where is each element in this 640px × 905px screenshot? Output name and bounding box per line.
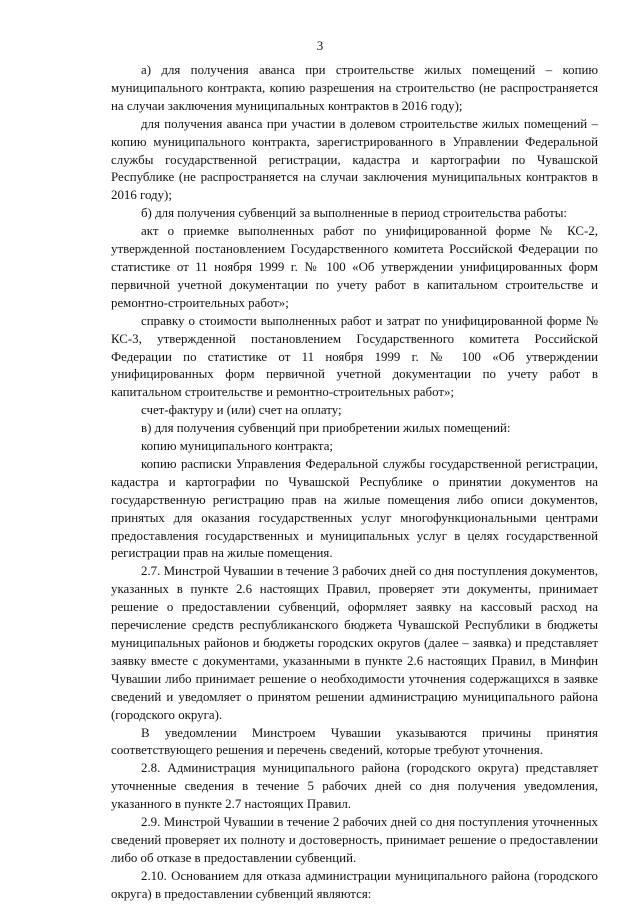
- paragraph-ks2-act: акт о приемке выполненных работ по унифицированной форме № КС-2, утвержденной постановлением Государственного комитета Российской Федерации по статистике от 11 ноября 1999 г. № 100 «Об утверждении унифицированных форм первичной учетной документации по учету работ в капитальном строительстве и ремонтно-строительных работ»;: [111, 224, 598, 310]
- paragraph-2-10: 2.10. Основанием для отказа администрации муниципального района (городского округа) в предоставлении субвенций являются:: [111, 868, 598, 901]
- paragraph-2-9: 2.9. Минстрой Чувашии в течение 2 рабочих дней со дня поступления уточненных сведений проверяет их полноту и достоверность, принимает решение о предоставлении либо об отказе в предоставлении субвенций.: [111, 815, 598, 865]
- paragraph-2-8: 2.8. Администрация муниципального района (городского округа) представляет уточненные сведения в течение 5 рабочих дней со дня получения уведомления, указанного в пункте 2.7 настоящих Правил.: [111, 761, 598, 812]
- paragraph-contract-copy: копию муниципального контракта;: [141, 439, 334, 454]
- paragraph-a-advance-construction: а) для получения аванса при строительстве жилых помещений – копию муниципального контракта, копию разрешения на строительство (не распространяется на случаи заключения муниципальных контрактов в 2016 году);: [111, 63, 598, 113]
- paragraph-b-heading: б) для получения субвенций за выполненные в период строительства работы:: [141, 206, 567, 221]
- paragraph-notification: В уведомлении Минстроем Чувашии указываются причины принятия соответствующего решения и перечень сведений, которые требуют уточнения.: [111, 725, 598, 758]
- paragraph-advance-shared-construction: для получения аванса при участии в долевом строительстве жилых помещений – копию муниципального контракта, зарегистрированного в Управлении Федеральной службы государственной регистрации, кадастра и картографии по Чувашской Республике (не распространяется на случаи заключения муниципальных контрактов в 2016 году);: [111, 116, 598, 203]
- paragraph-receipt-copy: копию расписки Управления Федеральной службы государственной регистрации, кадастра и картографии по Чувашской Республике о принятии документов на государственную регистрацию прав на жилые помещения либо описи документов, принятых для оказания государственных услуг многофункциональными центрами предоставления государственных и муниципальных услуг в целях государственной регистрации прав на жилые помещения.: [111, 456, 598, 561]
- paragraph-v-heading: в) для получения субвенций при приобретении жилых помещений:: [141, 421, 511, 436]
- paragraph-ks3-certificate: справку о стоимости выполненных работ и затрат по унифицированной форме № КС-3, утвержденной постановлением Государственного комитета Российской Федерации по статистике от 11 ноября 1999 г. № 100 «Об утверждении унифицированных форм первичной учетной документации по учету работ в капитальном строительстве и ремонтно-строительных работ»;: [111, 313, 598, 400]
- document-body: [111, 62, 598, 904]
- paragraph-2-7: 2.7. Минстрой Чувашии в течение 3 рабочих дней со дня поступления документов, указанных в пункте 2.6 настоящих Правил, проверяет эти документы, принимает решение о предоставлении субвенций, оформляет заявку на кассовый расход на перечисление средств республиканского бюджета Чувашской Республики в бюджеты муниципальных районов и бюджеты городских округов (далее – заявка) и представляет заявку вместе с документами, указанными в пункте 2.6 настоящих Правил, в Минфин Чувашии либо принимает решение о необходимости уточнения содержащихся в заявке сведений и уведомляет о принятом решении администрацию муниципального района (городского округа).: [111, 564, 598, 722]
- page-number: 3: [316, 38, 324, 53]
- paragraph-invoice: счет-фактуру и (или) счет на оплату;: [141, 403, 342, 418]
